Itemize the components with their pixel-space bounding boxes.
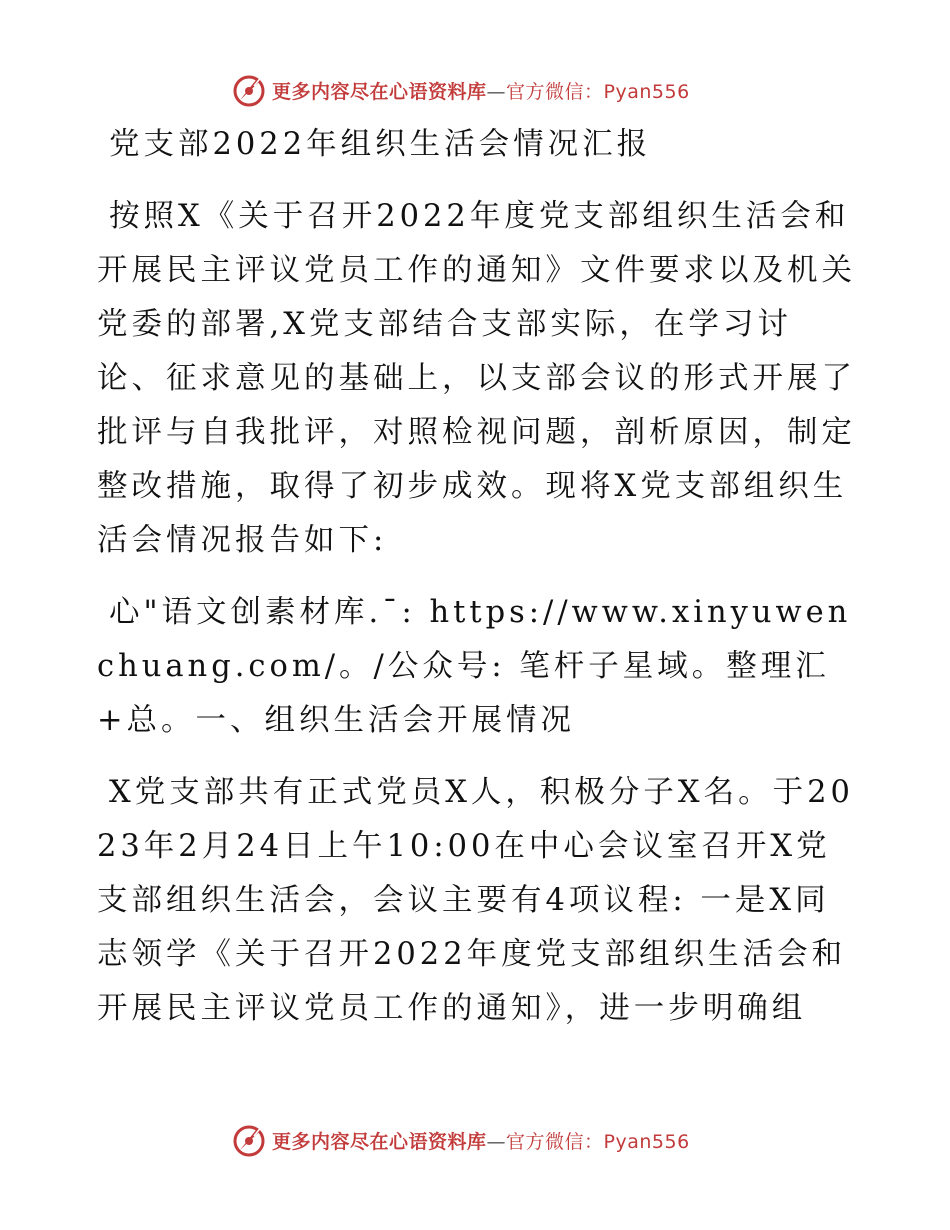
quill-logo-icon (232, 72, 268, 108)
watermark-header (232, 70, 712, 110)
paragraph: 按照X《关于召开2022年度党支部组织生活会和开展民主评议党员工作的通知》文件要求以及机关党委的部署,X党支部结合支部实际，在学习讨论、征求意见的基础上，以支部会议的形式开展了批评与自我批评，对照检视问题，剖析原因，制定整改措施，取得了初步成效。现将X党支部组织生活会情况报告如下: (97, 199, 856, 558)
document-body (97, 118, 857, 1054)
watermark-text: 更多内容尽在心语资料库—官方微信：Pyan556 (272, 80, 690, 103)
paragraph: 心"语文创素材库.¯: https://www.xinyuwenchuang.com/。/公众号: 笔杆子星域。整理汇+总。一、组织生活会开展情况 (97, 595, 852, 738)
watermark-footer (232, 1120, 712, 1160)
paragraph: X党支部共有正式党员X人，积极分子X名。于2023年2月24日上午10:00在中心会议室召开X党支部组织生活会，会议主要有4项议程: 一是X同志领学《关于召开2022年度党支部组织生活会和开展民主评议党员工作的通知》，进一步明确组 (97, 775, 854, 1026)
quill-logo-icon (232, 1122, 268, 1158)
document-title: 党支部2022年组织生活会情况汇报 (109, 127, 652, 162)
watermark-text: 更多内容尽在心语资料库—官方微信：Pyan556 (272, 1130, 690, 1153)
